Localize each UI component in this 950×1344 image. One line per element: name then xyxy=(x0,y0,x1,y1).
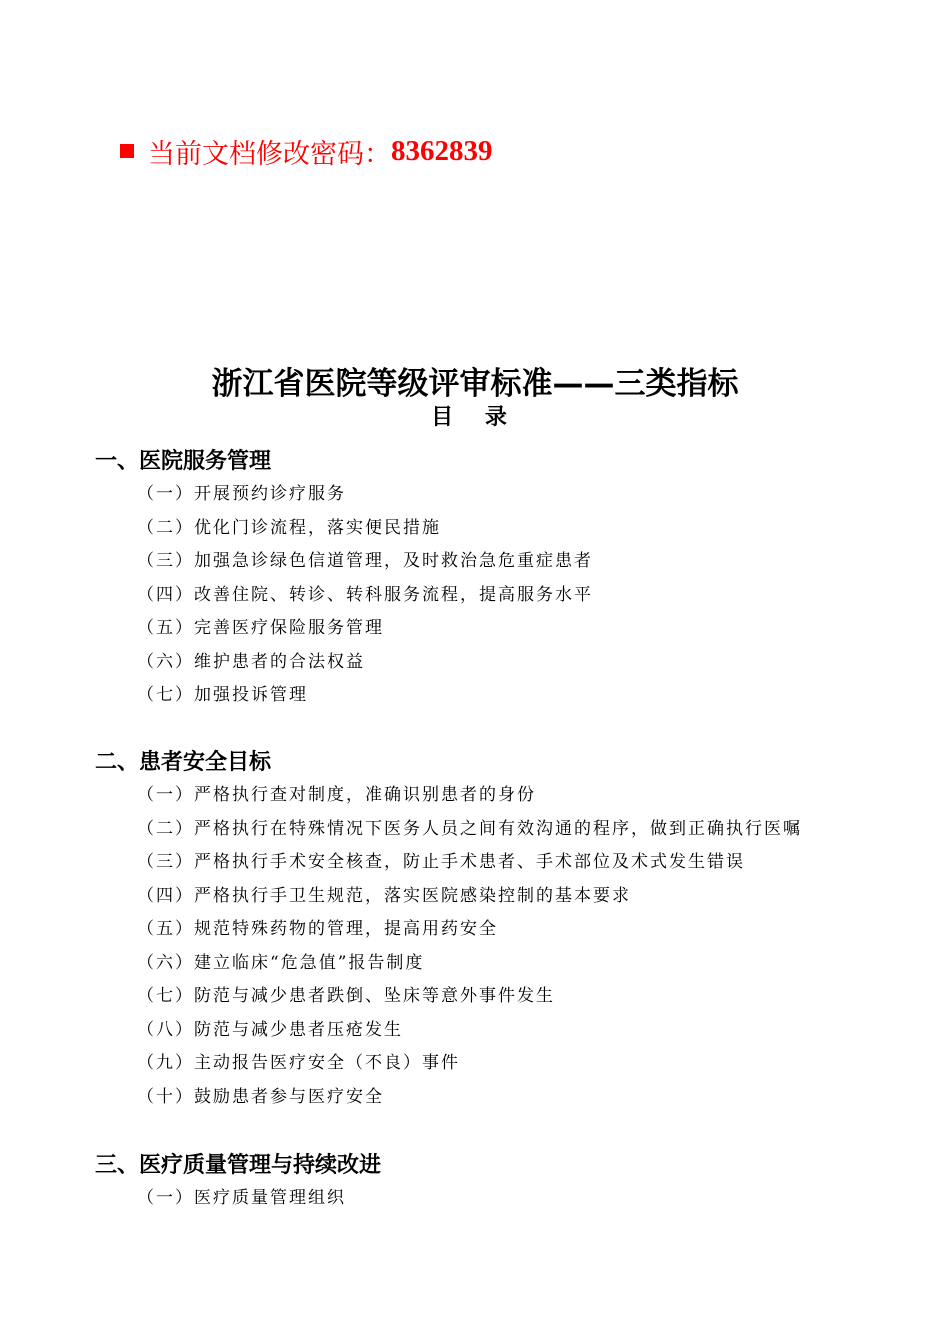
toc-item: （十）鼓励患者参与医疗安全 xyxy=(137,1086,384,1107)
toc-item: （三）加强急诊绿色信道管理，及时救治急危重症患者 xyxy=(137,551,593,571)
toc-item: （四）改善住院、转诊、转科服务流程，提高服务水平 xyxy=(137,584,593,605)
toc-item: （九）主动报告医疗安全（不良）事件 xyxy=(137,1053,460,1073)
section-heading: 三、医疗质量管理与持续改进 xyxy=(95,1153,382,1178)
section-heading: 二、患者安全目标 xyxy=(95,750,272,775)
toc-item-list xyxy=(95,478,925,713)
toc-item: （一）严格执行查对制度，准确识别患者的身份 xyxy=(137,785,536,805)
toc-item: （六）建立临床“危急值”报告制度 xyxy=(137,952,425,973)
toc-item: （一）开展预约诊疗服务 xyxy=(137,484,346,504)
toc-item-list xyxy=(95,1182,925,1216)
document-title: 浙江省医院等级评审标准——三类指标 xyxy=(211,366,739,402)
toc-item: （四）严格执行手卫生规范，落实医院感染控制的基本要求 xyxy=(137,885,631,906)
toc-item: （六）维护患者的合法权益 xyxy=(137,651,365,672)
red-square-bullet-icon xyxy=(120,144,134,158)
toc-item: （七）防范与减少患者跌倒、坠床等意外事件发生 xyxy=(137,986,555,1006)
toc-item: （三）严格执行手术安全核查，防止手术患者、手术部位及术式发生错误 xyxy=(137,852,745,872)
toc-item: （二）严格执行在特殊情况下医务人员之间有效沟通的程序，做到正确执行医嘱 xyxy=(137,818,802,839)
toc-section-quality-management xyxy=(95,1150,925,1216)
toc-section-patient-safety xyxy=(95,747,925,1114)
toc-heading: 目 录 xyxy=(431,405,519,430)
toc-item: （一）医疗质量管理组织 xyxy=(137,1188,346,1208)
toc-item: （八）防范与减少患者压疮发生 xyxy=(137,1019,403,1040)
edit-password-notice xyxy=(120,133,493,169)
toc-item-list xyxy=(95,779,925,1114)
password-label: 当前文档修改密码： xyxy=(148,138,391,170)
toc-item: （二）优化门诊流程，落实便民措施 xyxy=(137,517,441,538)
password-code: 8362839 xyxy=(391,134,493,167)
toc-section-service-management xyxy=(95,446,925,713)
toc-item: （五）规范特殊药物的管理，提高用药安全 xyxy=(137,919,498,939)
section-heading: 一、医院服务管理 xyxy=(95,449,272,474)
toc-item: （五）完善医疗保险服务管理 xyxy=(137,618,384,638)
toc-item: （七）加强投诉管理 xyxy=(137,685,308,705)
